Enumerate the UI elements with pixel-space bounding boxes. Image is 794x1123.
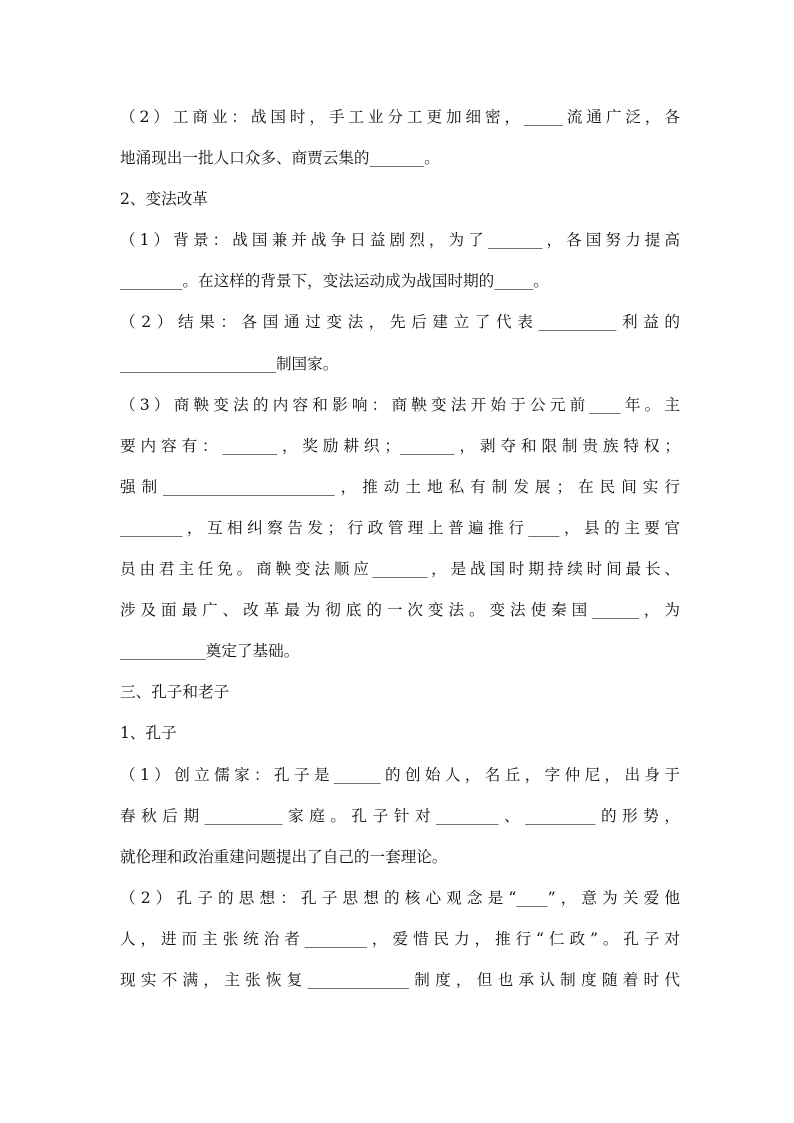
text-line: 就伦理和政治重建问题提出了自己的一套理论。 <box>120 847 448 866</box>
text-line: 人，进而主张统治者________，爱惜民力，推行“仁政”。孔子对 <box>120 929 680 948</box>
text-line: （1）背景：战国兼并战争日益剧烈，为了_______，各国努力提高 <box>120 231 680 250</box>
text-line: （1）创立儒家：孔子是______的创始人，名丘，字仲尼，出身于 <box>120 765 680 784</box>
text-line: 地涌现出一批人口众多、商贾云集的_______。 <box>120 149 440 168</box>
chapter-heading: 三、孔子和老子 <box>120 683 230 702</box>
text-line: 要内容有：_______，奖励耕织；_______，剥夺和限制贵族特权； <box>120 436 680 455</box>
text-line: ____________________制国家。 <box>120 354 339 373</box>
text-line: （3）商鞅变法的内容和影响：商鞅变法开始于公元前____年。主 <box>120 395 680 414</box>
text-line: ________，互相纠察告发；行政管理上普遍推行____，县的主要官 <box>120 518 680 537</box>
text-line: 员由君主任免。商鞅变法顺应_______，是战国时期持续时间最长、 <box>120 560 680 579</box>
text-line: 强制______________________，推动土地私有制发展；在民间实行 <box>120 477 680 496</box>
text-line: 现实不满，主张恢复_____________制度，但也承认制度随着时代 <box>120 970 680 989</box>
text-line: 涉及面最广、改革最为彻底的一次变法。变法使秦国______，为 <box>120 601 680 620</box>
section-heading: 1、孔子 <box>120 724 177 743</box>
text-line: （2）工商业：战国时，手工业分工更加细密，_____流通广泛，各 <box>120 108 680 126</box>
text-line: （2）孔子的思想：孔子思想的核心观念是“____”，意为关爱他 <box>120 888 680 907</box>
document-body <box>120 97 680 1001</box>
text-line: ___________奠定了基础。 <box>120 642 300 661</box>
text-line: （2）结果：各国通过变法，先后建立了代表__________利益的 <box>120 313 680 332</box>
text-line: ________。在这样的背景下，变法运动成为战国时期的_____。 <box>120 272 549 291</box>
section-heading: 2、变法改革 <box>120 190 208 209</box>
text-line: 春秋后期__________家庭。孔子针对________、_________的形势， <box>120 806 680 825</box>
